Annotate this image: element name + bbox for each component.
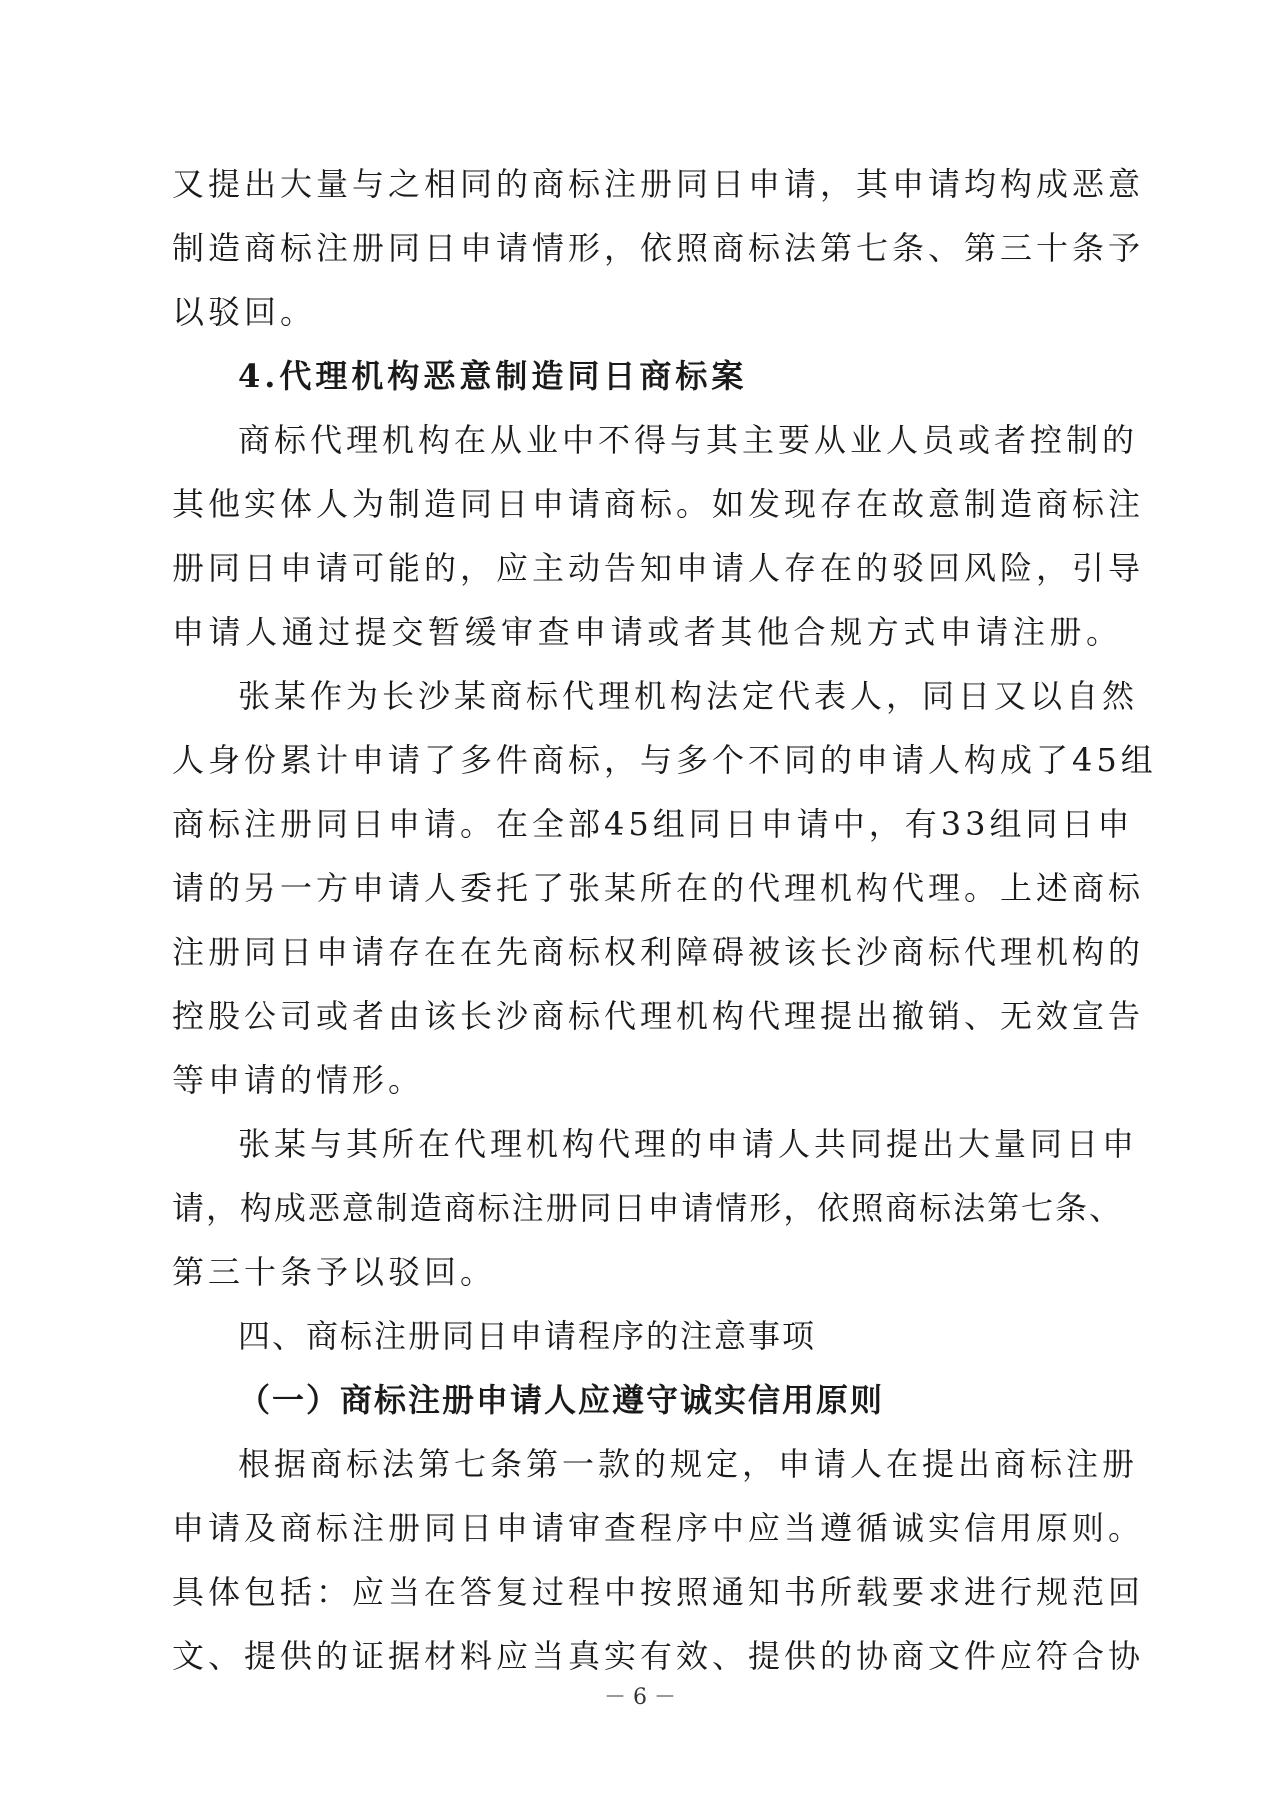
text-line-16: 张某与其所在代理机构代理的申请人共同提出大量同日申 [238, 1125, 1139, 1163]
text-line-14: 控股公司或者由该长沙商标代理机构代理提出撤销、无效宣告 [172, 997, 1145, 1035]
text-line-11: 商标注册同日申请。在全部45组同日申请中，有33组同日申 [172, 805, 1134, 843]
text-line-8: 申请人通过提交暂缓审查申请或者其他合规方式申请注册。 [172, 613, 1122, 651]
text-line-2: 制造商标注册同日申请情形，依照商标法第七条、第三十条予 [172, 229, 1145, 267]
text-line-1: 又提出大量与之相同的商标注册同日申请，其申请均构成恶意 [172, 165, 1145, 203]
text-line-12: 请的另一方申请人委托了张某所在的代理机构代理。上述商标 [172, 869, 1145, 907]
text-line-15: 等申请的情形。 [172, 1061, 425, 1099]
text-line-3: 以驳回。 [172, 293, 317, 331]
text-line-21: 根据商标法第七条第一款的规定，申请人在提出商标注册 [238, 1445, 1139, 1483]
case-heading-4: 4.代理机构恶意制造同日商标案 [238, 357, 748, 395]
text-line-7: 册同日申请可能的，应主动告知申请人存在的驳回风险，引导 [172, 549, 1145, 587]
text-line-6: 其他实体人为制造同日申请商标。如发现存在故意制造商标注 [172, 485, 1145, 523]
text-line-24: 文、提供的证据材料应当真实有效、提供的协商文件应符合协 [172, 1637, 1145, 1675]
text-line-5: 商标代理机构在从业中不得与其主要从业人员或者控制的 [238, 421, 1139, 459]
page-number: － 6 － [604, 1685, 676, 1710]
text-line-13: 注册同日申请存在在先商标权利障碍被该长沙商标代理机构的 [172, 933, 1145, 971]
subsection-heading-1: （一）商标注册申请人应遵守诚实信用原则 [238, 1381, 885, 1419]
text-line-18: 第三十条予以驳回。 [172, 1253, 497, 1291]
text-line-10: 人身份累计申请了多件商标，与多个不同的申请人构成了45组 [172, 741, 1157, 779]
text-line-23: 具体包括：应当在答复过程中按照通知书所载要求进行规范回 [172, 1573, 1145, 1611]
text-line-9: 张某作为长沙某商标代理机构法定代表人，同日又以自然 [238, 677, 1139, 715]
document-body [172, 152, 1157, 1688]
section-heading-4: 四、商标注册同日申请程序的注意事项 [238, 1317, 817, 1355]
text-line-17: 请，构成恶意制造商标注册同日申请情形，依照商标法第七条、 [172, 1189, 1122, 1227]
text-line-22: 申请及商标注册同日申请审查程序中应当遵循诚实信用原则。 [172, 1509, 1145, 1547]
